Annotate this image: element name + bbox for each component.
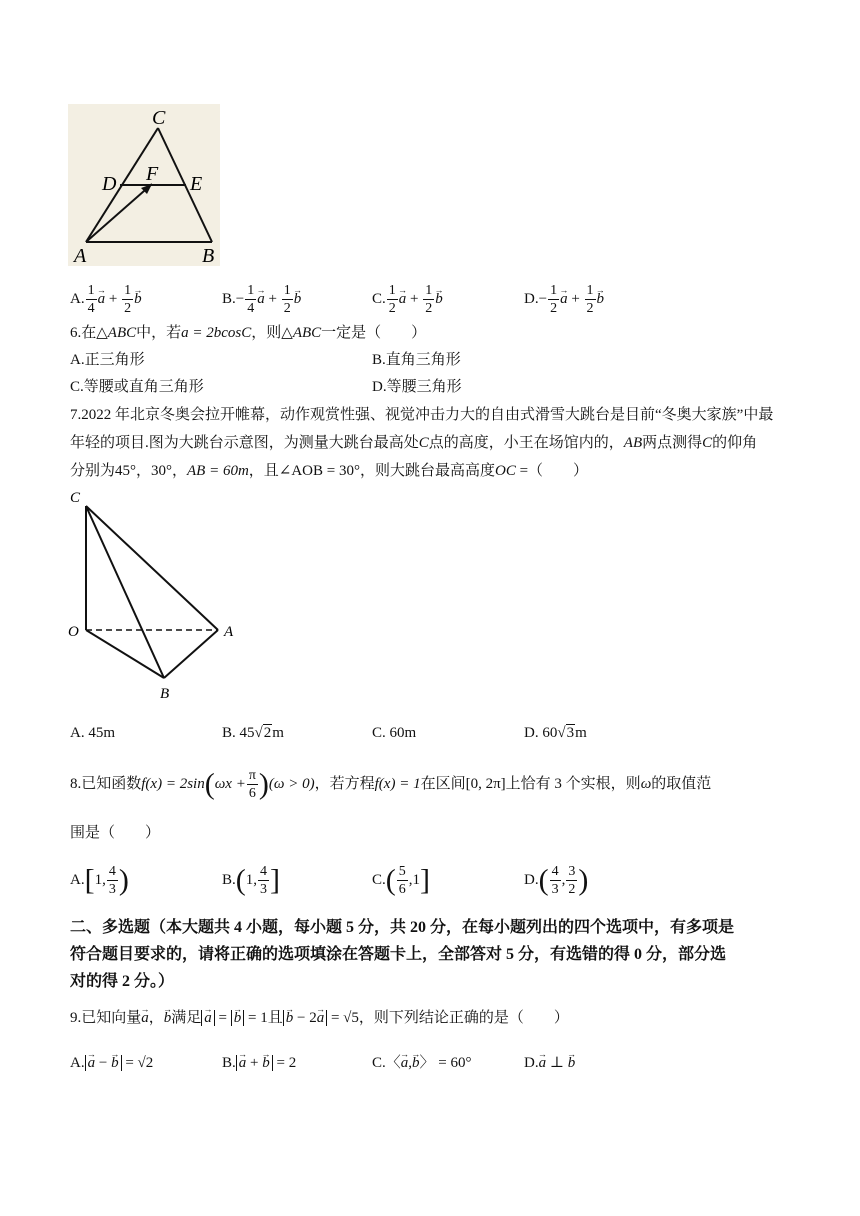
label-f: F [146, 163, 159, 185]
denominator: 2 [425, 301, 433, 316]
minus-sign: − [538, 290, 548, 307]
fraction [282, 282, 293, 317]
denominator: 2 [586, 301, 594, 316]
bracket-left: ( [538, 863, 549, 897]
section2-line-3: 对的得 2 分。） [70, 973, 175, 990]
minus-sign: − [235, 290, 245, 307]
point-c: C [702, 435, 713, 451]
section2-line-2: 符合题目要求的，请将正确的选项填涂在答题卡上，全部答对 5 分，有选错的得 0 分，部分选 [70, 946, 727, 963]
fraction [397, 863, 408, 898]
stem-text: 的仰角 [712, 435, 758, 451]
option-letter: C. [372, 290, 386, 307]
q8-stem [70, 764, 711, 804]
label-c: C [70, 490, 81, 506]
stem-text: 的取值范 [651, 776, 712, 792]
vector-a: → a [257, 288, 265, 310]
fraction [247, 767, 258, 802]
vector-b: → b [134, 288, 142, 310]
section2-line-1: 二、多选题（本大题共 4 小题，每小题 5 分，共 20 分，在每小题列出的四个选项中，有多项是 [70, 919, 735, 936]
stem-text: ，若方程 [314, 776, 375, 792]
numerator: π [248, 768, 256, 784]
fraction [107, 863, 118, 898]
numerator: 4 [551, 864, 559, 880]
q7-option-d [524, 722, 587, 744]
paren-right: ) [258, 767, 269, 801]
q7-line-1: 7.2022 年北京冬奥会拉开帷幕，动作观赏性强、视觉冲击力大的自由式滑雪大跳台是目前“冬奥大家族”中最 [70, 407, 774, 423]
bracket-right: ] [420, 863, 431, 897]
option-letter: C. [372, 872, 386, 888]
sqrt: √2 [254, 725, 272, 741]
fraction [585, 282, 596, 317]
stem-text: 两点测得 [642, 435, 703, 451]
fraction [387, 282, 398, 317]
numerator: 1 [425, 283, 433, 298]
label-b: B [202, 245, 215, 266]
option-text: B. 45 [222, 725, 255, 741]
q9-option-b [222, 1050, 296, 1076]
bracket-right: ] [270, 863, 281, 897]
point-c: C [418, 435, 429, 451]
vector-a: → a [399, 288, 407, 310]
tetrahedron-svg [64, 486, 264, 708]
q5-option-c: C. $\frac{1}{2}$ → a + $\frac{1}{2}$ → b [372, 282, 443, 317]
label-e: E [190, 173, 203, 195]
q5-option-d: D.− $\frac{1}{2}$ → a + $\frac{1}{2}$ → b [524, 282, 604, 317]
stem-text: ，则下列结论正确的是（ ） [358, 1010, 569, 1026]
numerator: 1 [388, 283, 396, 298]
q9-option-c: C.〈→ a,→ b〉 = 60° [372, 1050, 472, 1076]
q5-option-a: A. $\frac{1}{4}$ → a + $\frac{1}{2}$ → b [70, 282, 142, 317]
numerator: 3 [568, 864, 576, 880]
option-text: D. 60 [524, 725, 558, 741]
equation: f(x) = 1 [374, 776, 421, 792]
stem-text: 在 [81, 325, 97, 341]
stem-text: ， [148, 1010, 164, 1026]
option-letter: A. [70, 872, 85, 888]
stem-text: ，则 [251, 325, 282, 341]
label-o: O [68, 624, 79, 640]
stem-text: 点的高度，小王在场馆内的， [428, 435, 624, 451]
upper-bound: 1 [412, 872, 421, 888]
numerator: 5 [398, 864, 406, 880]
vector-a: → a [98, 288, 106, 310]
fraction [245, 282, 256, 317]
q8-option-a: A.[1, $\frac{4}{3}$ ) [70, 863, 129, 898]
option-letter: B. [222, 290, 236, 307]
equation: a = 2bcosC [181, 325, 252, 341]
bracket-left: ( [235, 863, 246, 897]
radicand: 2 [263, 725, 272, 741]
q6-option-c: C.等腰或直角三角形 [70, 379, 204, 395]
denominator: 6 [398, 882, 406, 898]
stem-text: 且 [267, 1010, 283, 1026]
tetrahedron-figure-q7 [64, 486, 264, 708]
denominator: 2 [388, 301, 396, 316]
q6-stem [70, 322, 426, 344]
option-letter: A. [70, 1055, 85, 1071]
fraction [548, 282, 559, 317]
q8-line-2: 围是（ ） [70, 825, 161, 841]
vector-a: → a [141, 1005, 149, 1031]
q7-option-b [222, 722, 284, 744]
option-value: = 2 [276, 1055, 297, 1071]
segment-ab: AB [623, 435, 643, 451]
option-letter: B. [222, 872, 236, 888]
fraction [122, 282, 133, 317]
stem-text: 年轻的项目.图为大跳台示意图，为测量大跳台最高处 [70, 435, 419, 451]
equation: = √5 [330, 1010, 359, 1026]
option-letter: C. [372, 1055, 386, 1071]
q7-option-c: C. 60m [372, 725, 417, 741]
norm-a: → a [201, 1010, 215, 1026]
stem-text: 上恰有 3 个实根，则 [505, 776, 641, 792]
q6-option-a: A.正三角形 [70, 352, 145, 368]
label-d: D [102, 173, 117, 195]
unit: m [272, 725, 284, 741]
denominator: 3 [551, 882, 559, 898]
denominator: 2 [283, 301, 291, 316]
option-letter: B. [222, 1055, 236, 1071]
perp-symbol: ⊥ [549, 1055, 564, 1071]
lower-bound: 1 [245, 872, 254, 888]
numerator: 1 [247, 283, 255, 298]
fraction [86, 282, 97, 317]
label-a: A [224, 624, 234, 640]
q8-option-c: C.( $\frac{5}{6}$ ,1] [372, 863, 431, 898]
denominator: 4 [87, 301, 95, 316]
vector-b: → b [435, 288, 443, 310]
stem-text: 8.已知函数 [70, 776, 142, 792]
denominator: 3 [108, 882, 116, 898]
bracket-right: ) [118, 863, 129, 897]
question-number: 6. [70, 325, 82, 341]
vector-b: → b [597, 288, 605, 310]
option-letter: A. [70, 290, 85, 307]
radicand: 3 [566, 725, 575, 741]
segment-oc: OC [494, 463, 516, 479]
paren-left: ( [204, 767, 215, 801]
edge-ca [86, 506, 218, 630]
q7-option-a: A. 45m [70, 725, 115, 741]
condition: (ω > 0) [268, 776, 315, 792]
triangle-abc: △ABC [96, 325, 137, 341]
denominator: 2 [124, 301, 132, 316]
triangle-svg [68, 104, 220, 266]
numerator: 1 [586, 283, 594, 298]
q9-stem: 9.已知向量→ a，→ b满足→ a = → b = 1且→ b − 2→ a = √5，则下列结论正确的是（ ） [70, 1005, 569, 1031]
q7-line-3 [70, 460, 588, 482]
q6-option-b: B.直角三角形 [372, 352, 461, 368]
edge-cb [86, 506, 164, 678]
lower-bound: 1 [94, 872, 103, 888]
stem-text: 9.已知向量 [70, 1010, 142, 1026]
interval: [0, 2π] [465, 776, 506, 792]
stem-text: =（ ） [515, 463, 589, 479]
vector-af [86, 184, 152, 242]
fraction [566, 863, 577, 898]
q9-option-d [524, 1050, 575, 1076]
equation: AB = 60m [187, 463, 249, 479]
equation: = 1 [248, 1010, 268, 1026]
label-c: C [152, 107, 166, 129]
vector-a: → a [560, 288, 568, 310]
q9-option-a [70, 1050, 153, 1076]
q8-option-b: B.(1, $\frac{4}{3}$ ] [222, 863, 281, 898]
numerator: 4 [108, 864, 116, 880]
bracket-right: ) [578, 863, 589, 897]
option-value: = √2 [125, 1055, 154, 1071]
option-letter: D. [524, 1055, 539, 1071]
omega: ω [640, 776, 652, 792]
stem-text: 在区间 [420, 776, 466, 792]
sqrt: √3 [557, 725, 575, 741]
bracket-left: ( [385, 863, 396, 897]
fraction [550, 863, 561, 898]
numerator: 1 [283, 283, 291, 298]
stem-text: 满足 [171, 1010, 202, 1026]
stem-text: 分别为45°，30°， [70, 463, 187, 479]
q6-option-d: D.等腰三角形 [372, 379, 462, 395]
denominator: 3 [260, 882, 268, 898]
stem-text: ，且∠AOB = 30°，则大跳台最高高度 [248, 463, 495, 479]
fraction [423, 282, 434, 317]
bracket-left: [ [84, 863, 95, 897]
denominator: 2 [568, 882, 576, 898]
inner-expr: ωx + [214, 776, 246, 792]
denominator: 6 [248, 786, 256, 802]
label-a: A [74, 245, 87, 266]
stem-text: 一定是（ ） [321, 325, 427, 341]
norm-a-minus-b: → a − → b [85, 1055, 122, 1071]
q8-option-d: D.( $\frac{4}{3}$ , $\frac{3}{2}$ ) [524, 863, 589, 898]
q5-option-b: B.− $\frac{1}{4}$ → a + $\frac{1}{2}$ → b [222, 282, 301, 317]
numerator: 1 [87, 283, 95, 298]
denominator: 2 [550, 301, 558, 316]
norm-b-minus-2a: → b − 2→ a [283, 1010, 327, 1026]
function-def: f(x) = 2sin [141, 776, 205, 792]
stem-text: 中，若 [136, 325, 182, 341]
triangle-figure-q5 [68, 104, 220, 266]
vector-b: → b [164, 1005, 172, 1031]
vector-b: → b [568, 1050, 576, 1076]
option-letter: D. [524, 872, 539, 888]
vector-a: → a [539, 1050, 547, 1076]
vector-b: → b [294, 288, 302, 310]
numerator: 4 [260, 864, 268, 880]
unit: m [575, 725, 587, 741]
option-letter: D. [524, 290, 539, 307]
norm-b: → b [231, 1010, 245, 1026]
label-b: B [160, 686, 170, 702]
option-value: = 60° [438, 1055, 472, 1071]
denominator: 4 [247, 301, 255, 316]
norm-a-plus-b: → a + → b [236, 1055, 273, 1071]
numerator: 1 [124, 283, 132, 298]
fraction [258, 863, 269, 898]
triangle-abc: △ABC [281, 325, 322, 341]
edge-ab [164, 630, 218, 678]
q7-line-2 [70, 432, 757, 454]
numerator: 1 [550, 283, 558, 298]
